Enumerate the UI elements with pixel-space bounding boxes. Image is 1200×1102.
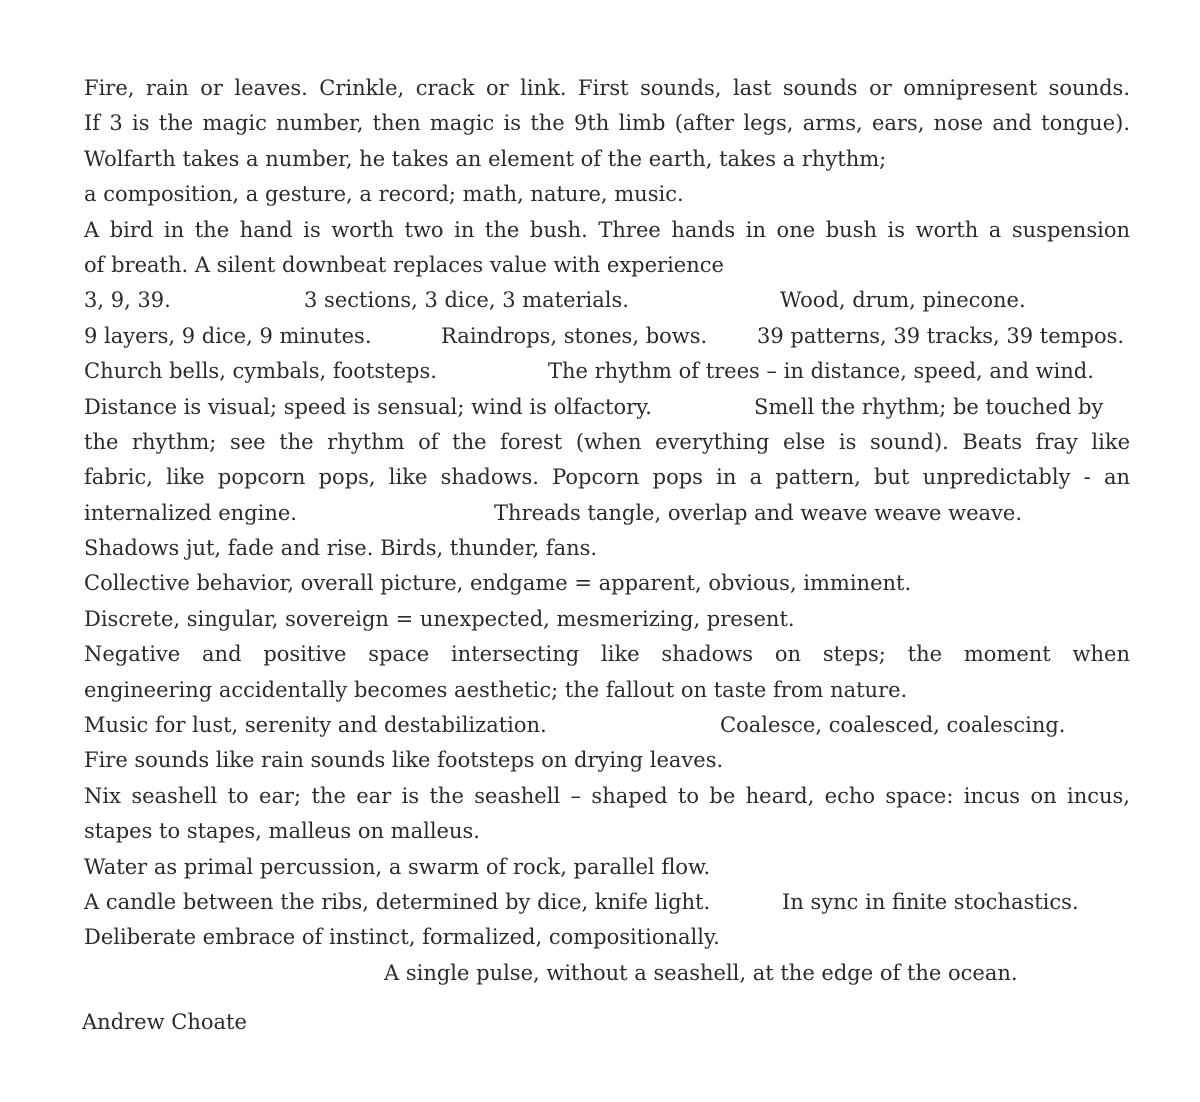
text-line: fabric, like popcorn pops, like shadows. Popcorn pops in a pattern, but unpredictably - an — [84, 465, 1130, 490]
text-segment: 9 layers, 9 dice, 9 minutes. — [84, 323, 372, 348]
text-segment: Music for lust, serenity and destabilization. — [84, 713, 547, 738]
text-line-columns — [84, 496, 1130, 531]
text-line: Discrete, singular, sovereign = unexpected, mesmerizing, present. — [84, 606, 795, 631]
text-line: Wolfarth takes a number, he takes an element of the earth, takes a rhythm; — [84, 146, 887, 171]
text-segment: Coalesce, coalesced, coalescing. — [720, 713, 1066, 738]
poem-text — [84, 71, 1130, 991]
text-segment: internalized engine. — [84, 500, 297, 525]
text-segment: A single pulse, without a seashell, at the edge of the ocean. — [384, 960, 1018, 985]
text-segment: Church bells, cymbals, footsteps. — [84, 359, 437, 384]
text-line: Fire sounds like rain sounds like footsteps on drying leaves. — [84, 748, 724, 773]
text-segment: The rhythm of trees – in distance, speed, and wind. — [548, 359, 1094, 384]
text-line: Shadows jut, fade and rise. Birds, thunder, fans. — [84, 536, 598, 561]
text-line: Deliberate embrace of instinct, formalized, compositionally. — [84, 925, 720, 950]
text-line: Water as primal percussion, a swarm of rock, parallel flow. — [84, 854, 711, 879]
text-segment: Distance is visual; speed is sensual; wind is olfactory. — [84, 394, 652, 419]
text-line: the rhythm; see the rhythm of the forest (when everything else is sound). Beats fray like — [84, 429, 1130, 454]
text-line-columns — [84, 885, 1130, 920]
text-line: Collective behavior, overall picture, endgame = apparent, obvious, imminent. — [84, 571, 912, 596]
text-line: of breath. A silent downbeat replaces value with experience — [84, 252, 724, 277]
text-segment: Wood, drum, pinecone. — [780, 288, 1026, 313]
text-line: Fire, rain or leaves. Crinkle, crack or link. First sounds, last sounds or omnipresent sounds. — [84, 76, 1130, 100]
text-segment: A candle between the ribs, determined by dice, knife light. — [84, 889, 711, 914]
text-line-columns — [84, 390, 1130, 425]
text-segment: Smell the rhythm; be touched by — [754, 394, 1104, 419]
text-segment: Threads tangle, overlap and weave weave weave. — [494, 500, 1022, 525]
text-segment: In sync in finite stochastics. — [782, 889, 1079, 914]
text-line-columns — [84, 283, 1130, 318]
text-line-columns — [84, 708, 1130, 743]
text-segment: 3, 9, 39. — [84, 288, 171, 313]
author-signature: Andrew Choate — [82, 1010, 247, 1034]
text-line: stapes to stapes, malleus on malleus. — [84, 819, 480, 844]
text-segment: Raindrops, stones, bows. — [441, 323, 708, 348]
text-segment: 3 sections, 3 dice, 3 materials. — [304, 288, 629, 313]
text-line-columns — [84, 354, 1130, 389]
text-line: A bird in the hand is worth two in the bush. Three hands in one bush is worth a suspension — [84, 217, 1130, 242]
text-line: Nix seashell to ear; the ear is the seashell – shaped to be heard, echo space: incus on incus, — [84, 783, 1130, 808]
text-line-columns — [84, 956, 1130, 991]
text-line: If 3 is the magic number, then magic is the 9th limb (after legs, arms, ears, nose and tongue). — [84, 111, 1130, 136]
text-segment: 39 patterns, 39 tracks, 39 tempos. — [757, 323, 1125, 348]
text-line: Negative and positive space intersecting like shadows on steps; the moment when — [84, 642, 1130, 667]
text-line: engineering accidentally becomes aesthetic; the fallout on taste from nature. — [84, 677, 908, 702]
text-line-columns — [84, 319, 1130, 354]
text-line: a composition, a gesture, a record; math, nature, music. — [84, 182, 684, 207]
